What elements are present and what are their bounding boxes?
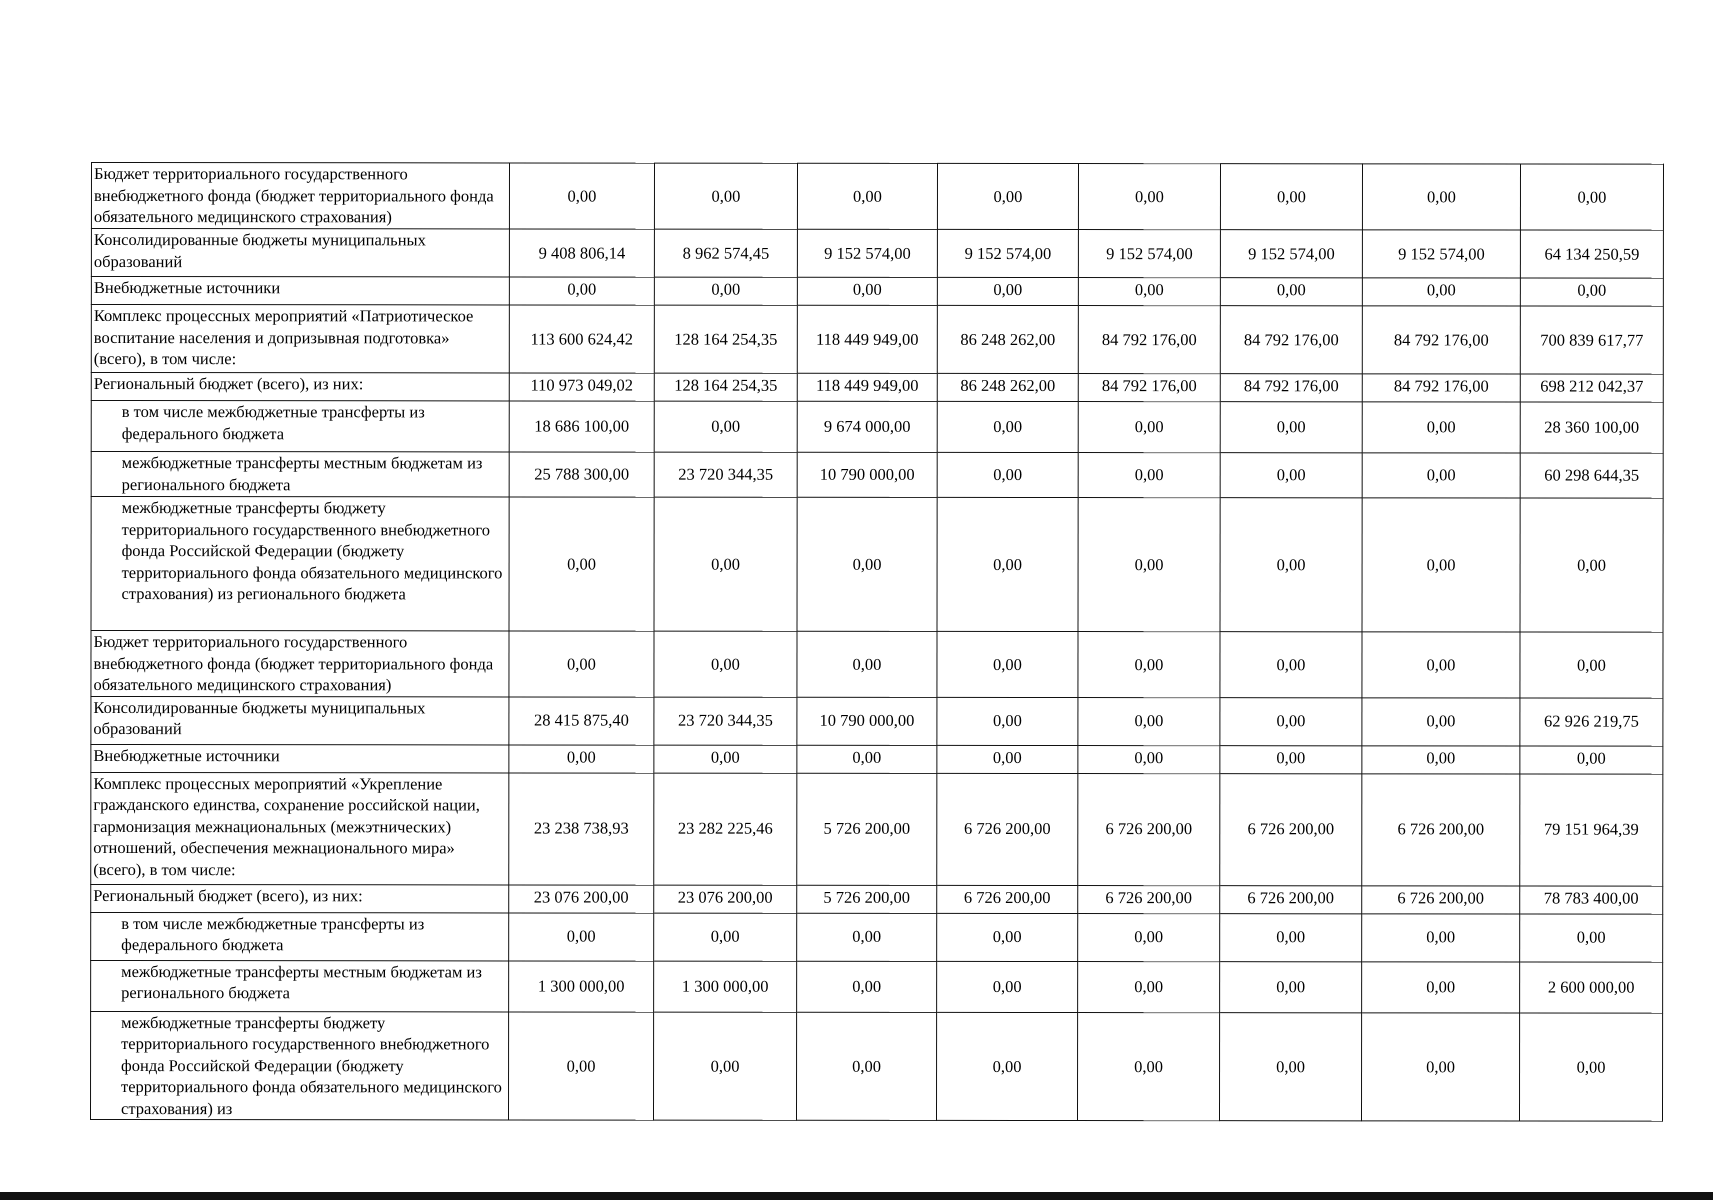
total-cell: 62 926 219,75 — [1520, 697, 1663, 745]
value-cell: 28 415 875,40 — [509, 696, 654, 744]
table-row — [91, 163, 1663, 231]
value-cell: 6 726 200,00 — [1078, 773, 1220, 885]
value-cell: 10 790 000,00 — [797, 452, 937, 497]
value-cell: 10 790 000,00 — [797, 697, 937, 745]
row-label: Региональный бюджет (всего), из них: — [91, 884, 509, 912]
value-cell: 0,00 — [1220, 632, 1362, 698]
total-cell: 28 360 100,00 — [1520, 402, 1663, 453]
value-cell: 0,00 — [936, 1012, 1077, 1121]
value-cell: 0,00 — [797, 913, 937, 961]
value-cell: 9 152 574,00 — [1078, 230, 1220, 278]
value-cell: 0,00 — [937, 961, 1078, 1012]
row-label: межбюджетные трансферты бюджету территориального государственного внебюджетного фонда Российской Федерации (бюджету территориального фонда обязательного медицинского страхования) из регионального бюджета — [91, 497, 509, 631]
scan-edge-bar — [0, 1192, 1713, 1200]
table-row — [91, 772, 1663, 886]
total-cell: 0,00 — [1520, 278, 1663, 306]
value-cell: 0,00 — [797, 961, 937, 1012]
value-cell: 1 300 000,00 — [654, 961, 797, 1012]
row-label: Внебюджетные источники — [91, 277, 509, 305]
value-cell: 0,00 — [1078, 453, 1220, 498]
total-cell: 700 839 617,77 — [1520, 306, 1663, 374]
value-cell: 0,00 — [1078, 402, 1220, 453]
value-cell: 0,00 — [1362, 402, 1520, 453]
value-cell: 0,00 — [509, 631, 654, 697]
value-cell: 0,00 — [509, 497, 654, 631]
value-cell: 0,00 — [509, 744, 654, 772]
value-cell: 0,00 — [654, 497, 797, 631]
value-cell: 0,00 — [1220, 961, 1362, 1012]
value-cell: 0,00 — [1078, 164, 1220, 230]
value-cell: 8 962 574,45 — [654, 229, 797, 277]
value-cell: 6 726 200,00 — [1362, 885, 1520, 913]
row-label: Консолидированные бюджеты муниципальных образований — [91, 229, 509, 277]
value-cell: 0,00 — [1220, 697, 1362, 745]
budget-table-body — [90, 163, 1663, 1122]
row-label: Бюджет территориального государственного внебюджетного фонда (бюджет территориального фонда обязательного медицинского страхования) — [91, 631, 509, 697]
value-cell: 9 152 574,00 — [937, 229, 1078, 277]
budget-table — [90, 162, 1664, 1122]
value-cell: 128 164 254,35 — [654, 373, 797, 401]
total-cell: 0,00 — [1519, 1012, 1662, 1121]
value-cell: 23 720 344,35 — [654, 452, 797, 497]
value-cell: 118 449 949,00 — [797, 305, 937, 373]
value-cell: 6 726 200,00 — [1220, 885, 1362, 913]
value-cell: 113 600 624,42 — [509, 305, 654, 373]
value-cell: 0,00 — [1078, 498, 1220, 632]
value-cell: 110 973 049,02 — [509, 373, 654, 401]
row-label: в том числе межбюджетные трансферты из федерального бюджета — [91, 401, 509, 452]
table-row — [90, 1011, 1662, 1121]
value-cell: 0,00 — [1220, 164, 1362, 230]
total-cell: 2 600 000,00 — [1520, 961, 1663, 1012]
value-cell: 0,00 — [937, 697, 1078, 745]
row-label: Консолидированные бюджеты муниципальных образований — [91, 696, 509, 744]
value-cell: 9 152 574,00 — [1362, 230, 1520, 278]
row-label: Бюджет территориального государственного внебюджетного фонда (бюджет территориального фонда обязательного медицинского страхования) — [91, 163, 509, 229]
value-cell: 0,00 — [653, 1012, 796, 1121]
table-row — [91, 452, 1663, 499]
table-row — [91, 497, 1663, 633]
value-cell: 23 282 225,46 — [654, 773, 797, 885]
value-cell: 84 792 176,00 — [1362, 374, 1520, 402]
total-cell: 0,00 — [1520, 498, 1663, 632]
value-cell: 0,00 — [1078, 278, 1220, 306]
value-cell: 0,00 — [654, 401, 797, 452]
value-cell: 0,00 — [1220, 402, 1362, 453]
value-cell: 0,00 — [797, 631, 937, 697]
table-row — [91, 277, 1663, 307]
value-cell: 0,00 — [1220, 913, 1362, 961]
value-cell: 84 792 176,00 — [1078, 374, 1220, 402]
total-cell: 60 298 644,35 — [1520, 453, 1663, 498]
value-cell: 0,00 — [937, 452, 1078, 497]
row-label: межбюджетные трансферты местным бюджетам из регионального бюджета — [91, 452, 509, 497]
total-cell: 0,00 — [1520, 913, 1663, 961]
row-label: Комплекс процессных мероприятий «Укрепление гражданского единства, сохранение российской нации, гармонизация межнациональных (межэтнических) отношений, обеспечения межнационального мира» (всего), в том числе: — [91, 772, 509, 884]
value-cell: 0,00 — [1078, 961, 1220, 1012]
value-cell: 5 726 200,00 — [797, 773, 937, 885]
value-cell: 86 248 262,00 — [937, 373, 1078, 401]
value-cell: 0,00 — [654, 277, 797, 305]
value-cell: 0,00 — [1362, 961, 1520, 1012]
value-cell: 0,00 — [937, 163, 1078, 229]
value-cell: 84 792 176,00 — [1362, 306, 1520, 374]
value-cell: 0,00 — [1362, 632, 1520, 698]
total-cell: 79 151 964,39 — [1520, 773, 1663, 885]
value-cell: 9 408 806,14 — [509, 229, 654, 277]
value-cell: 0,00 — [796, 1012, 936, 1121]
value-cell: 1 300 000,00 — [509, 960, 654, 1011]
row-label: Внебюджетные источники — [91, 744, 509, 772]
table-row — [91, 401, 1663, 454]
value-cell: 0,00 — [1362, 453, 1520, 498]
table-row — [91, 373, 1663, 403]
table-row — [91, 305, 1663, 375]
value-cell: 0,00 — [654, 163, 797, 229]
value-cell: 0,00 — [937, 497, 1078, 631]
value-cell: 25 788 300,00 — [509, 452, 654, 497]
row-label: межбюджетные трансферты бюджету территориального государственного внебюджетного фонда Российской Федерации (бюджету территориального фонда обязательного медицинского страхования) из — [90, 1011, 508, 1120]
value-cell: 0,00 — [1078, 745, 1220, 773]
value-cell: 6 726 200,00 — [937, 885, 1078, 913]
value-cell: 0,00 — [1361, 1012, 1519, 1121]
total-cell: 0,00 — [1520, 164, 1663, 230]
total-cell: 698 212 042,37 — [1520, 374, 1663, 402]
table-row — [91, 960, 1663, 1013]
value-cell: 0,00 — [1220, 278, 1362, 306]
value-cell: 0,00 — [1220, 453, 1362, 498]
value-cell: 9 674 000,00 — [797, 401, 937, 452]
value-cell: 0,00 — [509, 163, 654, 229]
value-cell: 118 449 949,00 — [797, 373, 937, 401]
value-cell: 0,00 — [937, 745, 1078, 773]
value-cell: 86 248 262,00 — [937, 305, 1078, 373]
total-cell: 0,00 — [1520, 745, 1663, 773]
value-cell: 5 726 200,00 — [797, 885, 937, 913]
table-row — [91, 912, 1663, 962]
table-row — [91, 744, 1663, 774]
value-cell: 0,00 — [654, 745, 797, 773]
value-cell: 0,00 — [1219, 1012, 1361, 1121]
value-cell: 0,00 — [508, 1011, 653, 1120]
table-row — [91, 884, 1663, 914]
row-label: межбюджетные трансферты местным бюджетам из регионального бюджета — [91, 960, 509, 1011]
value-cell: 0,00 — [1362, 498, 1520, 632]
value-cell: 84 792 176,00 — [1078, 306, 1220, 374]
value-cell: 0,00 — [1078, 697, 1220, 745]
value-cell: 23 238 738,93 — [509, 772, 654, 884]
value-cell: 128 164 254,35 — [654, 305, 797, 373]
row-label: в том числе межбюджетные трансферты из федерального бюджета — [91, 912, 509, 960]
value-cell: 0,00 — [797, 745, 937, 773]
value-cell: 0,00 — [1078, 632, 1220, 698]
table-row — [91, 696, 1663, 746]
value-cell: 0,00 — [1362, 913, 1520, 961]
total-cell: 78 783 400,00 — [1520, 885, 1663, 913]
value-cell: 23 076 200,00 — [509, 884, 654, 912]
value-cell: 9 152 574,00 — [1220, 230, 1362, 278]
value-cell: 6 726 200,00 — [1362, 773, 1520, 885]
value-cell: 0,00 — [937, 631, 1078, 697]
value-cell: 0,00 — [937, 913, 1078, 961]
value-cell: 9 152 574,00 — [797, 229, 937, 277]
value-cell: 18 686 100,00 — [509, 401, 654, 452]
value-cell: 0,00 — [797, 497, 937, 631]
value-cell: 0,00 — [937, 401, 1078, 452]
value-cell: 0,00 — [1362, 164, 1520, 230]
value-cell: 6 726 200,00 — [937, 773, 1078, 885]
value-cell: 0,00 — [797, 277, 937, 305]
value-cell: 84 792 176,00 — [1220, 374, 1362, 402]
value-cell: 0,00 — [1220, 498, 1362, 632]
total-cell: 0,00 — [1520, 632, 1663, 698]
row-label: Региональный бюджет (всего), из них: — [91, 373, 509, 401]
value-cell: 84 792 176,00 — [1220, 306, 1362, 374]
value-cell: 0,00 — [937, 277, 1078, 305]
value-cell: 0,00 — [1362, 745, 1520, 773]
value-cell: 23 076 200,00 — [654, 885, 797, 913]
value-cell: 23 720 344,35 — [654, 697, 797, 745]
value-cell: 6 726 200,00 — [1078, 885, 1220, 913]
value-cell: 0,00 — [509, 912, 654, 960]
value-cell: 0,00 — [654, 631, 797, 697]
total-cell: 64 134 250,59 — [1520, 230, 1663, 278]
value-cell: 0,00 — [1362, 278, 1520, 306]
value-cell: 0,00 — [654, 913, 797, 961]
value-cell: 0,00 — [1078, 913, 1220, 961]
value-cell: 0,00 — [1362, 697, 1520, 745]
value-cell: 0,00 — [1077, 1012, 1219, 1121]
value-cell: 0,00 — [1220, 745, 1362, 773]
value-cell: 0,00 — [509, 277, 654, 305]
value-cell: 0,00 — [797, 163, 937, 229]
value-cell: 6 726 200,00 — [1220, 773, 1362, 885]
row-label: Комплекс процессных мероприятий «Патриотическое воспитание населения и допризывная подготовка» (всего), в том числе: — [91, 305, 509, 373]
table-row — [91, 229, 1663, 279]
table-row — [91, 631, 1663, 698]
